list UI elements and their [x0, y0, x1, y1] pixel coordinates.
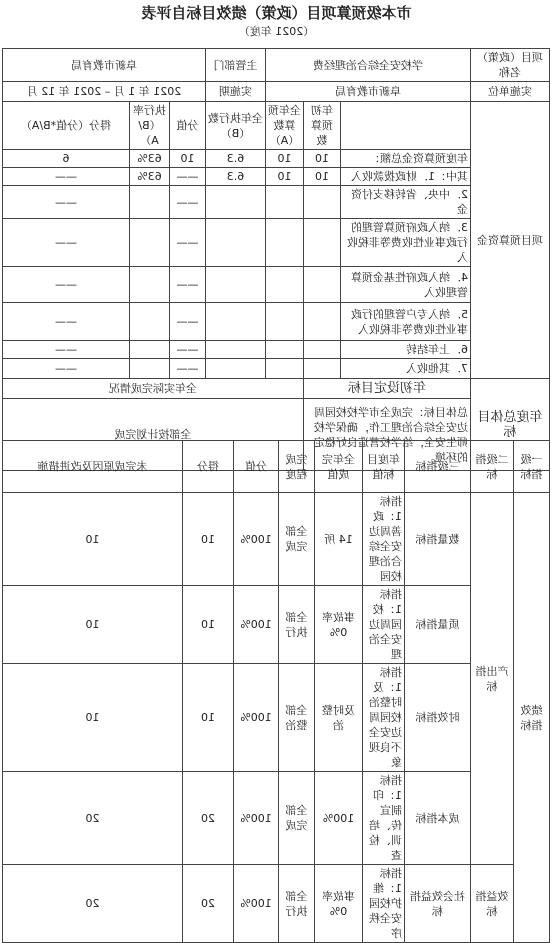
funds-cell	[265, 219, 303, 267]
perf-actual: 全部完成	[279, 493, 315, 586]
funds-cell: ——	[2, 303, 129, 341]
funds-cell: ——	[169, 168, 205, 186]
perf-row	[3, 664, 550, 772]
funds-row	[2, 219, 549, 267]
funds-row-label: 年度预算资金总额：	[341, 150, 471, 168]
perf-l2: 社会效益指标	[405, 865, 471, 943]
perf-actual: 全部执行	[279, 865, 315, 943]
perf-col-degree: 完成程度	[279, 441, 315, 493]
goals-initial-label: 年初设定目标	[304, 379, 471, 399]
funds-cell	[304, 219, 341, 267]
goals-initial-text: 总体目标：完成全市学校校园周边安全综合治理工作，确保学校师生安全，给学校营造良好稳定的环境。	[304, 399, 471, 471]
budget-table	[2, 48, 550, 471]
perf-target: 事故率 0%	[315, 865, 363, 943]
perf-target: 14 所	[315, 493, 363, 586]
goals-header-row	[2, 379, 549, 399]
perf-col-l3: 三级指标	[405, 441, 471, 493]
funds-cell: ——	[2, 267, 129, 303]
funds-cell	[265, 341, 303, 359]
funds-cell: 6.3	[205, 150, 265, 168]
perf-degree: 100%	[234, 865, 279, 943]
funds-header-blank	[341, 102, 471, 150]
perf-output-label: 产出指标	[471, 493, 514, 865]
funds-header-row	[2, 102, 549, 150]
perf-l3: 指标 1：维护校园安全秩序	[363, 865, 405, 943]
perf-row	[3, 772, 550, 865]
funds-cell: 10	[304, 168, 341, 186]
funds-cell: 6	[2, 150, 129, 168]
perf-col-l2: 二级指标	[471, 441, 514, 493]
funds-cell	[304, 341, 341, 359]
funds-cell	[265, 303, 303, 341]
perf-l2: 时效指标	[405, 664, 471, 772]
perf-l2: 数量指标	[405, 493, 471, 586]
perf-score: 10	[3, 586, 183, 664]
perf-col-target: 年度目标值	[363, 441, 405, 493]
funds-row-label: 6．上年结转	[341, 341, 471, 359]
perf-l3: 指标 1：印制宣传、培训、检查	[363, 772, 405, 865]
funds-cell: ——	[2, 186, 129, 219]
perf-l3: 指标 1：及时整治校园周边安全不良现象	[363, 664, 405, 772]
perf-col-score: 得分	[183, 441, 234, 493]
funds-cell	[129, 359, 169, 379]
perf-score-value: 20	[183, 865, 234, 943]
header-row-unit	[2, 82, 549, 102]
funds-cell: ——	[2, 219, 129, 267]
dept-label: 主管部门	[205, 49, 265, 82]
goals-actual-text: 全部按计划完成	[2, 399, 303, 471]
funds-cell	[129, 341, 169, 359]
perf-level1-label: 绩效指标	[514, 493, 550, 943]
page-subtitle: （2021 年度）	[238, 25, 315, 38]
perf-target: 100%	[315, 772, 363, 865]
perf-degree: 100%	[234, 493, 279, 586]
perf-col-score-value: 分值	[234, 441, 279, 493]
dept-value: 阜新市教育局	[2, 49, 205, 82]
perf-degree: 100%	[234, 772, 279, 865]
funds-cell	[265, 267, 303, 303]
funds-row	[2, 267, 549, 303]
perf-row	[3, 586, 550, 664]
funds-cell	[304, 186, 341, 219]
funds-cell: 63%	[129, 168, 169, 186]
funds-row-label: 2．中央、省转移支付资金	[341, 186, 471, 219]
funds-row-label: 其中：1．财政拨款收入	[341, 168, 471, 186]
perf-score-value: 10	[183, 586, 234, 664]
funds-cell	[205, 341, 265, 359]
funds-cell	[129, 219, 169, 267]
header-row-project	[2, 49, 549, 82]
project-label: 项目（政策）名称	[471, 49, 550, 82]
funds-row-label: 4．纳入政府性基金预算管理收入	[341, 267, 471, 303]
funds-cell: ——	[2, 168, 129, 186]
funds-cell	[129, 267, 169, 303]
funds-cell: 10	[265, 150, 303, 168]
funds-cell	[129, 303, 169, 341]
funds-row	[2, 186, 549, 219]
perf-score: 10	[3, 493, 183, 586]
perf-row	[3, 865, 550, 943]
funds-cell: 10	[304, 150, 341, 168]
funds-cell	[265, 359, 303, 379]
perf-score: 10	[3, 664, 183, 772]
funds-cell: ——	[169, 341, 205, 359]
funds-cell: ——	[2, 359, 129, 379]
funds-cell	[205, 267, 265, 303]
funds-row-label: 3．纳入政府预算管理的行政事业性收费等非税收入	[341, 219, 471, 267]
funds-cell: 10	[265, 168, 303, 186]
funds-row	[2, 303, 549, 341]
funds-col-initial: 年初预算数	[304, 102, 341, 150]
funds-cell	[205, 186, 265, 219]
funds-cell	[304, 359, 341, 379]
perf-score: 20	[3, 772, 183, 865]
funds-row	[2, 341, 549, 359]
funds-cell: 63%	[129, 150, 169, 168]
funds-cell: ——	[169, 186, 205, 219]
funds-cell: ——	[169, 303, 205, 341]
perf-l2: 质量指标	[405, 586, 471, 664]
perf-score: 20	[3, 865, 183, 943]
funds-section-label: 项目预算资金	[471, 102, 550, 379]
perf-actual: 全部整治	[279, 664, 315, 772]
perf-header-row	[3, 441, 550, 493]
funds-row	[2, 150, 549, 168]
funds-col-score: 得分（分值*B/A）	[2, 102, 129, 150]
funds-cell: 10	[169, 150, 205, 168]
funds-cell: ——	[2, 341, 129, 359]
performance-table	[2, 440, 550, 943]
perf-target: 及时整治	[315, 664, 363, 772]
funds-cell	[304, 303, 341, 341]
perf-benefit-label: 效益指标	[471, 865, 514, 943]
funds-cell: ——	[169, 359, 205, 379]
funds-col-rate: 执行率（B/A）	[129, 102, 169, 150]
funds-col-exec: 全年执行数（B）	[205, 102, 265, 150]
perf-l3: 指标 1：政善周边安全综合治理校园	[363, 493, 405, 586]
funds-cell	[205, 219, 265, 267]
perf-col-l1: 一级指标	[514, 441, 550, 493]
funds-row	[2, 168, 549, 186]
perf-col-reason: 未完成原因及改进措施	[3, 441, 183, 493]
page-title: 市本级预算项目（政策）绩效目标自评表	[141, 4, 412, 22]
perf-l2: 成本指标	[405, 772, 471, 865]
impl-unit-label: 实施单位	[471, 82, 550, 102]
perf-actual: 全部完成	[279, 772, 315, 865]
funds-cell	[304, 267, 341, 303]
perf-score-value: 20	[183, 772, 234, 865]
funds-cell	[129, 186, 169, 219]
funds-cell	[205, 359, 265, 379]
perf-degree: 100%	[234, 586, 279, 664]
funds-cell: ——	[169, 219, 205, 267]
perf-row	[3, 493, 550, 586]
perf-actual: 全部执行	[279, 586, 315, 664]
funds-cell: 6.3	[205, 168, 265, 186]
perf-degree: 100%	[234, 664, 279, 772]
funds-col-annual: 全年预算数（A）	[265, 102, 303, 150]
funds-cell: ——	[169, 267, 205, 303]
goals-section-label: 年度总体目标	[471, 379, 550, 471]
project-name: 学校安全综合治理经费	[265, 49, 470, 82]
period-value: 2021 年 1 月 – 2021 年 12 月	[2, 82, 205, 102]
period-label: 实施期	[205, 82, 265, 102]
perf-col-actual: 全年完成值	[315, 441, 363, 493]
funds-row	[2, 359, 549, 379]
impl-unit-value: 阜新市教育局	[265, 82, 470, 102]
funds-col-score-value: 分值	[169, 102, 205, 150]
funds-row-label: 5．纳入专户管理的行政事业性收费等非税收入	[341, 303, 471, 341]
perf-l3: 指标 1：校园周边安全治理	[363, 586, 405, 664]
perf-score-value: 10	[183, 493, 234, 586]
perf-target: 事故率 0%	[315, 586, 363, 664]
funds-cell	[265, 186, 303, 219]
perf-score-value: 10	[183, 664, 234, 772]
funds-row-label: 7．其他收入	[341, 359, 471, 379]
goals-actual-label: 全年实际完成情况	[2, 379, 303, 399]
funds-cell	[205, 303, 265, 341]
